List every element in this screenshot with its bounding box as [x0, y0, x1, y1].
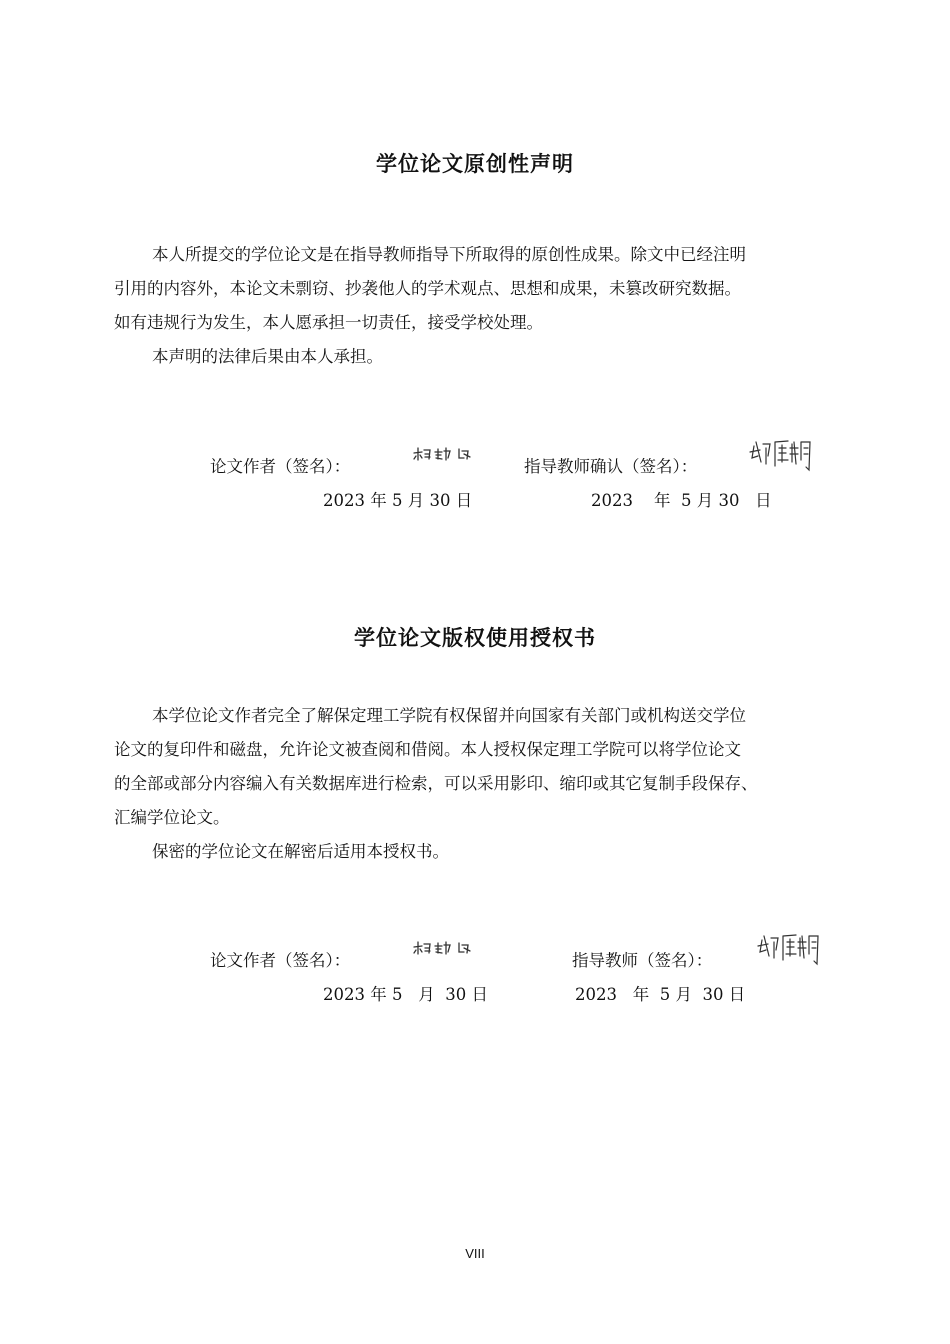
authorization-advisor-date: 2023 年 5 月 30 日: [575, 985, 746, 1004]
authorization-line: 本学位论文作者完全了解保定理工学院有权保留并向国家有关部门或机构送交学位: [152, 706, 746, 725]
authorization-author-label: 论文作者（签名）：: [210, 951, 351, 970]
authorization-line: 保密的学位论文在解密后适用本授权书。: [152, 842, 449, 861]
author-signature-image: [410, 938, 476, 960]
advisor-signature-image: [756, 930, 822, 970]
declaration-author-date: 2023 年 5 月 30 日: [323, 491, 473, 510]
authorization-line: 汇编学位论文。: [114, 808, 230, 827]
declaration-author-label: 论文作者（签名）：: [210, 457, 351, 476]
declaration-advisor-label: 指导教师确认（签名）：: [524, 457, 698, 476]
authorization-advisor-label: 指导教师（签名）：: [572, 951, 713, 970]
authorization-title: 学位论文版权使用授权书: [354, 626, 596, 650]
authorization-line: 的全部或部分内容编入有关数据库进行检索，可以采用影印、缩印或其它复制手段保存、: [114, 774, 758, 793]
declaration-advisor-date: 2023 年 5 月 30 日: [591, 491, 772, 510]
authorization-author-date: 2023 年 5 月 30 日: [323, 985, 488, 1004]
declaration-line: 本声明的法律后果由本人承担。: [152, 347, 383, 366]
declaration-line: 如有违规行为发生，本人愿承担一切责任，接受学校处理。: [114, 313, 543, 332]
author-signature-image: [410, 444, 476, 466]
page-number: VIII: [465, 1246, 485, 1261]
advisor-signature-image: [748, 436, 814, 476]
declaration-body: [114, 238, 874, 374]
declaration-title: 学位论文原创性声明: [376, 152, 574, 176]
declaration-line: 本人所提交的学位论文是在指导教师指导下所取得的原创性成果。除文中已经注明: [152, 245, 746, 264]
declaration-line: 引用的内容外，本论文未剽窃、抄袭他人的学术观点、思想和成果，未篡改研究数据。: [114, 279, 741, 298]
authorization-body: [114, 699, 874, 869]
authorization-line: 论文的复印件和磁盘，允许论文被查阅和借阅。本人授权保定理工学院可以将学位论文: [114, 740, 741, 759]
